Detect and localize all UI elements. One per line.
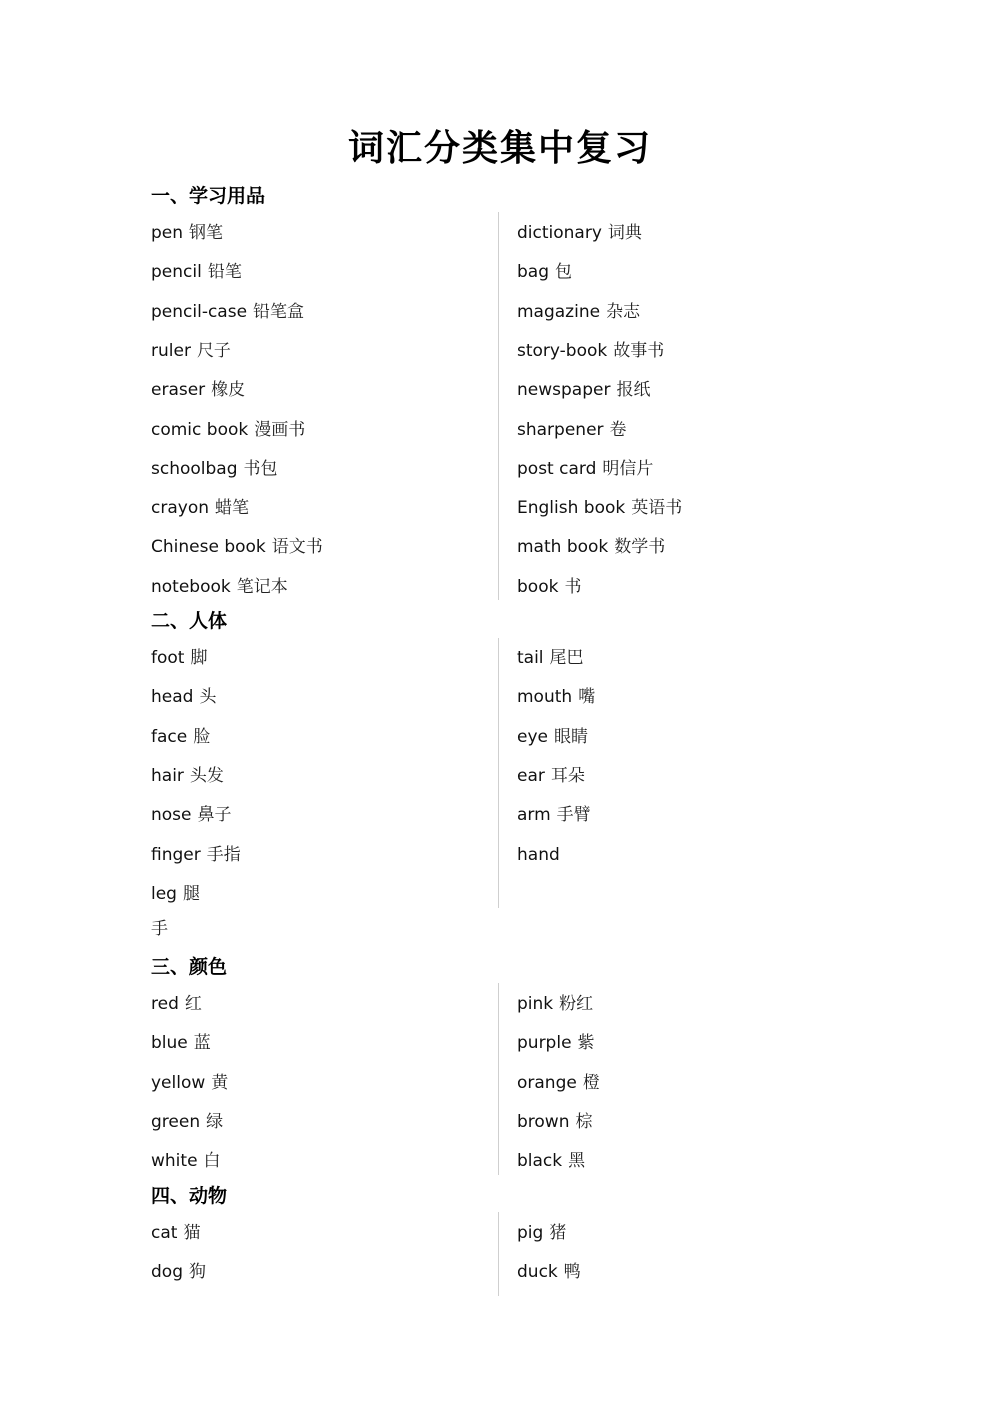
english-word: story-book: [517, 341, 608, 361]
vocab-entry: [151, 419, 305, 441]
chinese-meaning: 蜡笔: [215, 498, 249, 518]
english-word: arm: [517, 805, 551, 825]
vocab-entry: [151, 1032, 211, 1054]
english-word: black: [517, 1151, 563, 1171]
vocab-entry: [151, 1261, 206, 1283]
english-word: ruler: [151, 341, 191, 361]
chinese-meaning: 狗: [188, 1262, 206, 1282]
vocab-entry: [517, 726, 588, 748]
chinese-meaning: 铅笔: [207, 262, 242, 282]
vocab-entry: [517, 458, 653, 480]
vocab-entry: [151, 576, 288, 598]
chinese-meaning: 杂志: [606, 302, 641, 322]
vocab-entry: [151, 1222, 200, 1244]
english-word: purple: [517, 1033, 572, 1053]
chinese-meaning: 红: [184, 994, 202, 1014]
stray-meaning-text: 手: [151, 919, 168, 939]
chinese-meaning: 黑: [568, 1151, 586, 1171]
vocab-entry: [517, 301, 640, 323]
chinese-meaning: 尾巴: [549, 648, 584, 668]
english-word: comic book: [151, 420, 249, 440]
chinese-meaning: 语文书: [271, 537, 323, 557]
vocab-entry: [151, 804, 232, 826]
chinese-meaning: 手指: [206, 845, 241, 865]
english-word: post card: [517, 459, 597, 479]
vocab-entry: [517, 419, 627, 441]
english-word: orange: [517, 1073, 577, 1093]
english-word: sharpener: [517, 420, 604, 440]
chinese-meaning: 铅笔盒: [253, 302, 305, 322]
vocab-entry: [151, 1111, 223, 1133]
vocab-entry: [517, 765, 585, 787]
vocab-entry: [517, 1032, 595, 1054]
english-word: schoolbag: [151, 459, 238, 479]
chinese-meaning: 鼻子: [197, 805, 232, 825]
chinese-meaning: 鸭: [563, 1262, 581, 1282]
english-word: notebook: [151, 577, 231, 597]
vocab-entry: [151, 261, 242, 283]
vocab-entry: [151, 726, 210, 748]
vocab-entry: [517, 647, 584, 669]
chinese-meaning: 紫: [577, 1033, 595, 1053]
chinese-meaning: 故事书: [613, 341, 665, 361]
vocab-entry: [517, 1072, 600, 1094]
vocab-entry: [517, 379, 650, 401]
english-word: Chinese book: [151, 537, 266, 557]
chinese-meaning: 腿: [182, 884, 200, 904]
english-word: hair: [151, 766, 184, 786]
english-word: nose: [151, 805, 192, 825]
english-word: pen: [151, 223, 184, 243]
vocab-entry: [517, 686, 595, 708]
chinese-meaning: 白: [203, 1151, 221, 1171]
vocab-entry: [151, 1072, 228, 1094]
english-word: bag: [517, 262, 549, 282]
english-word: eye: [517, 727, 548, 747]
english-word: foot: [151, 648, 185, 668]
vocab-entry: [517, 497, 682, 519]
english-word: newspaper: [517, 380, 611, 400]
english-word: ear: [517, 766, 545, 786]
english-word: cat: [151, 1223, 178, 1243]
chinese-meaning: 明信片: [602, 459, 654, 479]
column-divider: [498, 983, 499, 1175]
english-word: white: [151, 1151, 198, 1171]
section-heading: 四、动物: [151, 1185, 228, 1207]
vocab-entry: [151, 497, 249, 519]
chinese-meaning: 脚: [190, 648, 208, 668]
chinese-meaning: 蓝: [193, 1033, 211, 1053]
vocab-entry: [517, 993, 593, 1015]
vocab-entry: [151, 993, 202, 1015]
vocab-entry: [517, 1261, 581, 1283]
chinese-meaning: 头发: [189, 766, 224, 786]
english-word: pig: [517, 1223, 544, 1243]
english-word: brown: [517, 1112, 570, 1132]
vocab-entry: [517, 340, 664, 362]
chinese-meaning: 卷: [609, 420, 627, 440]
chinese-meaning: 漫画书: [254, 420, 306, 440]
vocab-entry: [151, 458, 278, 480]
english-word: pink: [517, 994, 554, 1014]
chinese-meaning: 包: [555, 262, 572, 282]
vocab-entry: [517, 1111, 593, 1133]
vocab-entry: [151, 765, 224, 787]
chinese-meaning: 眼睛: [553, 727, 588, 747]
chinese-meaning: 尺子: [196, 341, 231, 361]
vocab-entry: [151, 340, 231, 362]
english-word: face: [151, 727, 188, 747]
chinese-meaning: 头: [199, 687, 217, 707]
chinese-meaning: 绿: [206, 1112, 224, 1132]
chinese-meaning: 脸: [193, 727, 211, 747]
chinese-meaning: 嘴: [578, 687, 596, 707]
chinese-meaning: 手臂: [556, 805, 591, 825]
chinese-meaning: 橡皮: [211, 380, 246, 400]
column-divider: [498, 638, 499, 908]
chinese-meaning: 书: [564, 577, 582, 597]
chinese-meaning: 猫: [183, 1223, 201, 1243]
column-divider: [498, 1212, 499, 1296]
page-title: 词汇分类集中复习: [347, 127, 652, 169]
english-word: dictionary: [517, 223, 602, 243]
vocab-entry: [151, 647, 207, 669]
chinese-meaning: 数学书: [614, 537, 666, 557]
english-word: red: [151, 994, 179, 1014]
english-word: math book: [517, 537, 609, 557]
english-word: dog: [151, 1262, 183, 1282]
vocab-entry: [517, 1150, 585, 1172]
vocab-entry: [517, 576, 581, 598]
english-word: green: [151, 1112, 201, 1132]
english-word: crayon: [151, 498, 209, 518]
vocab-entry: [151, 379, 245, 401]
chinese-meaning: 英语书: [631, 498, 683, 518]
chinese-meaning: 耳朵: [550, 766, 585, 786]
vocab-entry: [517, 536, 665, 558]
vocab-entry: [151, 536, 323, 558]
english-word: pencil: [151, 262, 202, 282]
vocab-entry: [151, 844, 241, 866]
vocab-entry: [151, 1150, 221, 1172]
chinese-meaning: 书包: [243, 459, 278, 479]
section-heading: 二、人体: [151, 610, 228, 632]
vocab-entry: [517, 222, 642, 244]
english-word: head: [151, 687, 194, 707]
english-word: yellow: [151, 1073, 206, 1093]
english-word: hand: [517, 845, 560, 865]
chinese-meaning: 棕: [575, 1112, 593, 1132]
chinese-meaning: 词典: [607, 223, 642, 243]
chinese-meaning: 钢笔: [189, 223, 224, 243]
english-word: blue: [151, 1033, 188, 1053]
chinese-meaning: 橙: [582, 1073, 600, 1093]
english-word: tail: [517, 648, 544, 668]
chinese-meaning: 笔记本: [236, 577, 288, 597]
english-word: leg: [151, 884, 177, 904]
vocab-entry: [151, 686, 216, 708]
vocab-entry: [517, 804, 591, 826]
vocab-entry: [151, 883, 200, 905]
english-word: English book: [517, 498, 626, 518]
vocab-entry: [517, 1222, 566, 1244]
chinese-meaning: 猪: [549, 1223, 567, 1243]
chinese-meaning: 报纸: [616, 380, 651, 400]
english-word: mouth: [517, 687, 573, 707]
vocab-entry: [151, 222, 223, 244]
english-word: eraser: [151, 380, 206, 400]
vocab-entry: [517, 261, 572, 283]
section-heading: 三、颜色: [151, 956, 228, 978]
section-heading: 一、学习用品: [151, 185, 266, 207]
english-word: finger: [151, 845, 201, 865]
english-word: pencil-case: [151, 302, 248, 322]
chinese-meaning: 黄: [211, 1073, 229, 1093]
english-word: book: [517, 577, 559, 597]
vocab-entry: [151, 301, 304, 323]
column-divider: [498, 212, 499, 600]
english-word: duck: [517, 1262, 558, 1282]
chinese-meaning: 粉红: [559, 994, 594, 1014]
vocab-entry: [517, 844, 566, 866]
english-word: magazine: [517, 302, 601, 322]
